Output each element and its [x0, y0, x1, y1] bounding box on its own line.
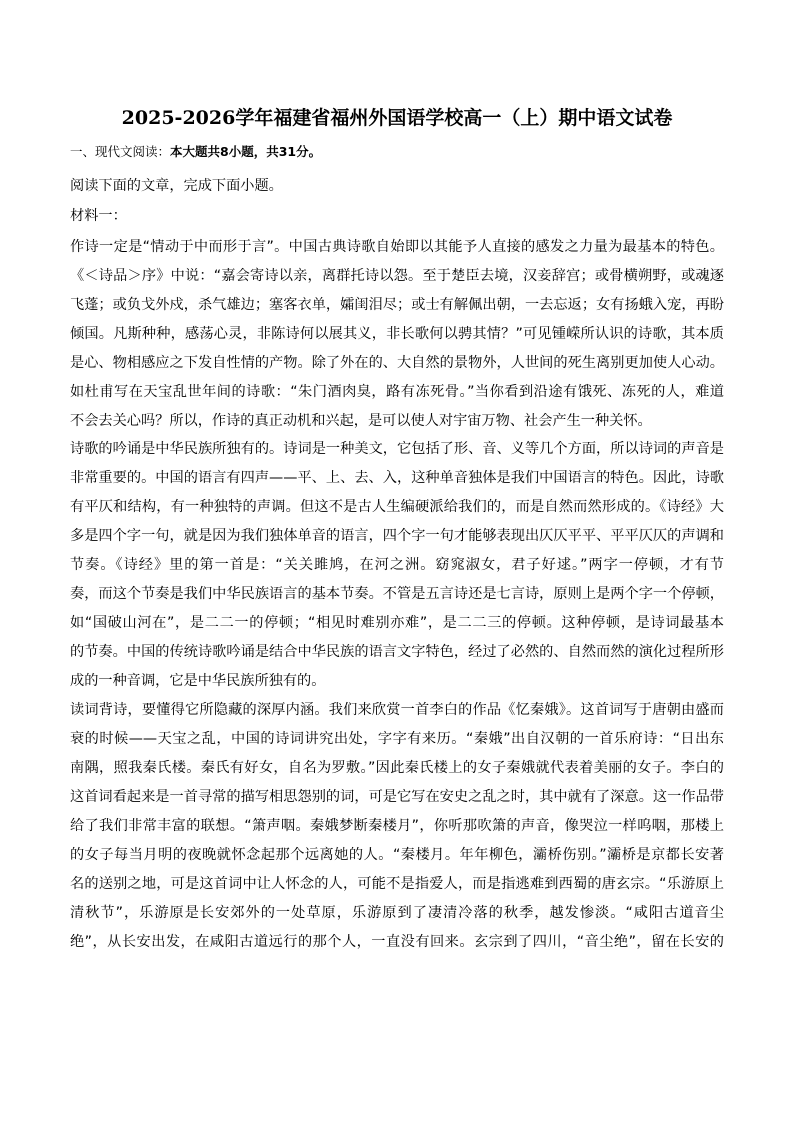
material-label: 材料一：	[70, 208, 127, 224]
paragraph-3-line-6: 的女子每当月明的夜晚就怀念起那个远离她的人。“秦楼月。年年柳色，灞桥伤别。”灞桥是京都长安著	[70, 847, 724, 863]
paragraph-1-line-5: 是心、物相感应之下发自性情的产物。除了外在的、大自然的景物外，人世间的死生离别更加使人心动。	[70, 355, 724, 371]
section-heading	[70, 142, 321, 162]
paragraph-3-line-3: 南隅，照我秦氏楼。秦氏有好女，自名为罗敷。”因此秦氏楼上的女子秦娥就代表着美丽的女子。李白的	[70, 760, 724, 776]
paragraph-3-line-8: 清秋节”，乐游原是长安郊外的一处草原，乐游原到了凄清冷落的秋季，越发惨淡。“咸阳古道音尘	[70, 905, 724, 921]
paragraph-2-line-9: 成的一种音调，它是中华民族所独有的。	[70, 673, 326, 689]
paragraph-1-line-1: 作诗一定是“情动于中而形于言”。中国古典诗歌自始即以其能予人直接的感发之力量为最基本的特色。	[70, 239, 724, 255]
paragraph-2-line-7: 如“国破山河在”，是二二一的停顿；“相见时难别亦难”，是二二三的停顿。这种停顿，是诗词最基本	[70, 615, 724, 631]
section-prefix: 一、现代文阅读：	[70, 144, 171, 159]
paragraph-3-line-9: 绝”，从长安出发，在咸阳古道远行的那个人，一直没有回来。玄宗到了四川，“音尘绝”，留在长安的	[70, 934, 724, 950]
paragraph-3-line-1: 读词背诗，要懂得它所隐藏的深厚内涵。我们来欣赏一首李白的作品《忆秦娥》。这首词写于唐朝由盛而	[70, 702, 724, 718]
section-detail: 本大题共8小题，共31分。	[170, 144, 322, 159]
paragraph-3-line-4: 这首词看起来是一首寻常的描写相思怨别的词，可是它写在安史之乱之时，其中就有了深意。这一作品带	[70, 789, 724, 805]
paragraph-3-line-2: 衰的时候——天宝之乱，中国的诗词讲究出处，字字有来历。“秦娥”出自汉朝的一首乐府诗：“日出东	[70, 731, 724, 747]
paragraph-3-line-7: 名的送别之地，可是这首词中让人怀念的人，可能不是指爱人，而是指逃难到西蜀的唐玄宗。“乐游原上	[70, 876, 724, 892]
paragraph-2-line-6: 奏，而这个节奏是我们中华民族语言的基本节奏。不管是五言诗还是七言诗，原则上是两个字一个停顿，	[70, 586, 724, 602]
paragraph-2-line-5: 节奏。《诗经》里的第一首是：“关关雎鸠，在河之洲。窈窕淑女，君子好逑。”两字一停顿，才有节	[70, 557, 724, 573]
exam-title: 2025-2026学年福建省福州外国语学校高一（上）期中语文试卷	[121, 107, 673, 129]
reading-instruction: 阅读下面的文章，完成下面小题。	[70, 178, 283, 194]
paragraph-3-line-5: 给了我们非常丰富的联想。“箫声咽。秦娥梦断秦楼月”，你听那吹箫的声音，像哭泣一样呜咽，那楼上	[70, 818, 724, 834]
paragraph-1-line-6: 如杜甫写在天宝乱世年间的诗歌：“朱门酒肉臭，路有冻死骨。”当你看到沿途有饿死、冻死的人，难道	[70, 384, 724, 400]
paragraph-2-line-8: 的节奏。中国的传统诗歌吟诵是结合中华民族的语言文字特色，经过了必然的、自然而然的演化过程所形	[70, 644, 724, 660]
paragraph-1-line-3: 飞蓬；或负戈外戍，杀气雄边；塞客衣单，孀闺泪尽；或士有解佩出朝，一去忘返；女有扬蛾入宠，再盼	[70, 297, 724, 313]
paragraph-2-line-1: 诗歌的吟诵是中华民族所独有的。诗词是一种美文，它包括了形、音、义等几个方面，所以诗词的声音是	[70, 441, 724, 457]
paragraph-2-line-3: 有平仄和结构，有一种独特的声调。但这不是古人生编硬派给我们的，而是自然而然形成的。《诗经》大	[70, 499, 724, 515]
paragraph-1-line-7: 不会去关心吗？所以，作诗的真正动机和兴起，是可以使人对宇宙万物、社会产生一种关怀。	[70, 413, 652, 429]
paragraph-1-line-4: 倾国。凡斯种种，感荡心灵，非陈诗何以展其义，非长歌何以骋其情？”可见锺嵘所认识的诗歌，其本质	[70, 326, 724, 342]
paragraph-1-line-2: 《＜诗品＞序》中说：“嘉会寄诗以亲，离群托诗以怨。至于楚臣去境，汉妾辞宫；或骨横朔野，或魂逐	[70, 268, 724, 284]
paragraph-2-line-4: 多是四个字一句，就是因为我们独体单音的语言，四个字一句才能够表现出仄仄平平、平平仄仄的声调和	[70, 528, 724, 544]
paragraph-2-line-2: 非常重要的。中国的语言有四声——平、上、去、入，这种单音独体是我们中国语言的特色。因此，诗歌	[70, 470, 724, 486]
